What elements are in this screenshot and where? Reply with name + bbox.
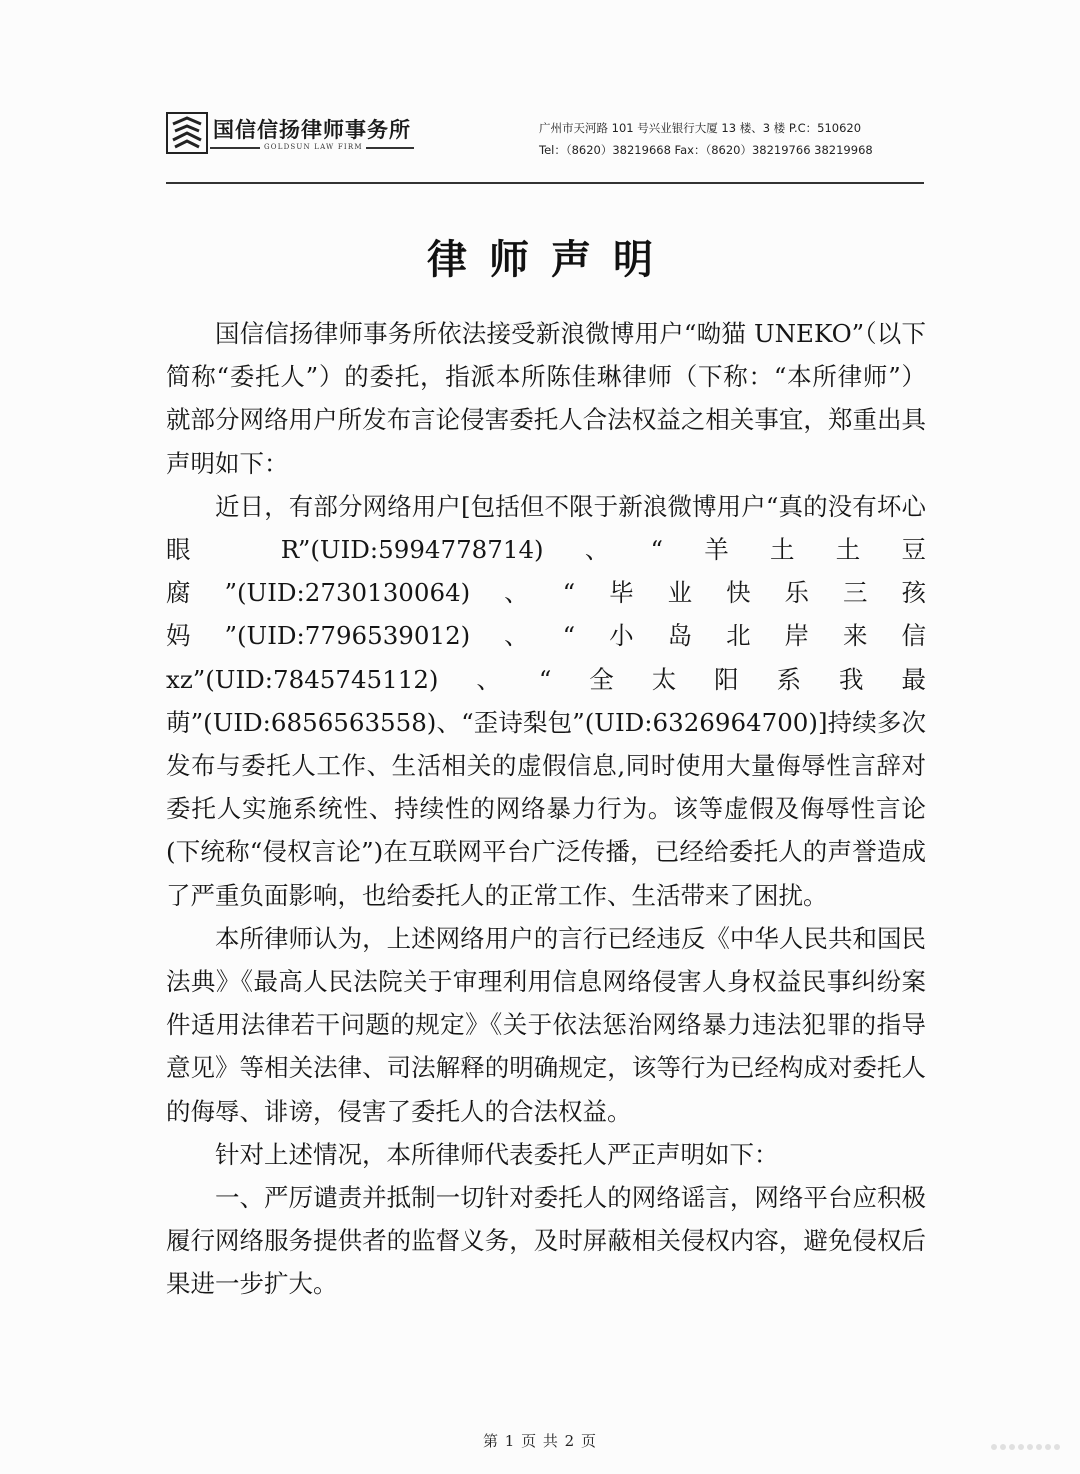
contact-info: [539, 117, 873, 161]
paragraph: 近日，有部分网络用户[包括但不限于新浪微博用户“真的没有坏心眼 R”(UID:5994778714)、“羊土土豆腐”(UID:2730130064)、“毕业快乐三孩妈”(UID:7796539012)、“小岛北岸来信 xz”(UID:7845745112)、“全太阳系我最萌”(UID:6856563558)、“歪诗梨包”(UID:6326964700)]持续多次发布与委托人工作、生活相关的虚假信息,同时使用大量侮辱性言辞对委托人实施系统性、持续性的网络暴力行为。该等虚假及侮辱性言论(下统称“侵权言论”)在互联网平台广泛传播，已经给委托人的声誉造成了严重负面影响，也给委托人的正常工作、生活带来了困扰。: [166, 491, 926, 910]
watermark-icon: [990, 1440, 1065, 1454]
document-title: 律师声明: [427, 236, 675, 283]
header-rule: [166, 182, 924, 184]
letterhead: [166, 112, 926, 162]
firm-name-english: GOLDSUN LAW FIRM: [264, 143, 363, 151]
letterhead-divider: [366, 147, 414, 149]
law-firm-logo-icon: [166, 112, 208, 154]
paragraph: 针对上述情况，本所律师代表委托人严正声明如下：: [215, 1139, 779, 1169]
paragraph: 本所律师认为，上述网络用户的言行已经违反《中华人民共和国民法典》《最高人民法院关于审理利用信息网络侵害人身权益民事纠纷案件适用法律若干问题的规定》《关于依法惩治网络暴力违法犯罪的指导意见》等相关法律、司法解释的明确规定，该等行为已经构成对委托人的侮辱、诽谤，侵害了委托人的合法权益。: [166, 923, 926, 1126]
paragraph: 国信信扬律师事务所依法接受新浪微博用户“呦猫 UNEKO”（以下简称“委托人”）的委托，指派本所陈佳琳律师（下称：“本所律师”）就部分网络用户所发布言论侵害委托人合法权益之相关事宜，郑重出具声明如下：: [166, 319, 926, 478]
letterhead-divider: [210, 147, 260, 149]
firm-name: 国信信扬律师事务所: [213, 118, 411, 142]
paragraph: 一、严厉谴责并抵制一切针对委托人的网络谣言，网络平台应积极履行网络服务提供者的监督义务，及时屏蔽相关侵权内容，避免侵权后果进一步扩大。: [166, 1183, 926, 1299]
page-number: 第 1 页 共 2 页: [483, 1432, 597, 1450]
phone-line: Tel：（8620）38219668 Fax：（8620）38219766 38219968: [539, 143, 873, 157]
statement-body: [166, 312, 926, 1306]
address-line: 广州市天河路 101 号兴业银行大厦 13 楼、3 楼 P.C：510620: [539, 121, 862, 135]
